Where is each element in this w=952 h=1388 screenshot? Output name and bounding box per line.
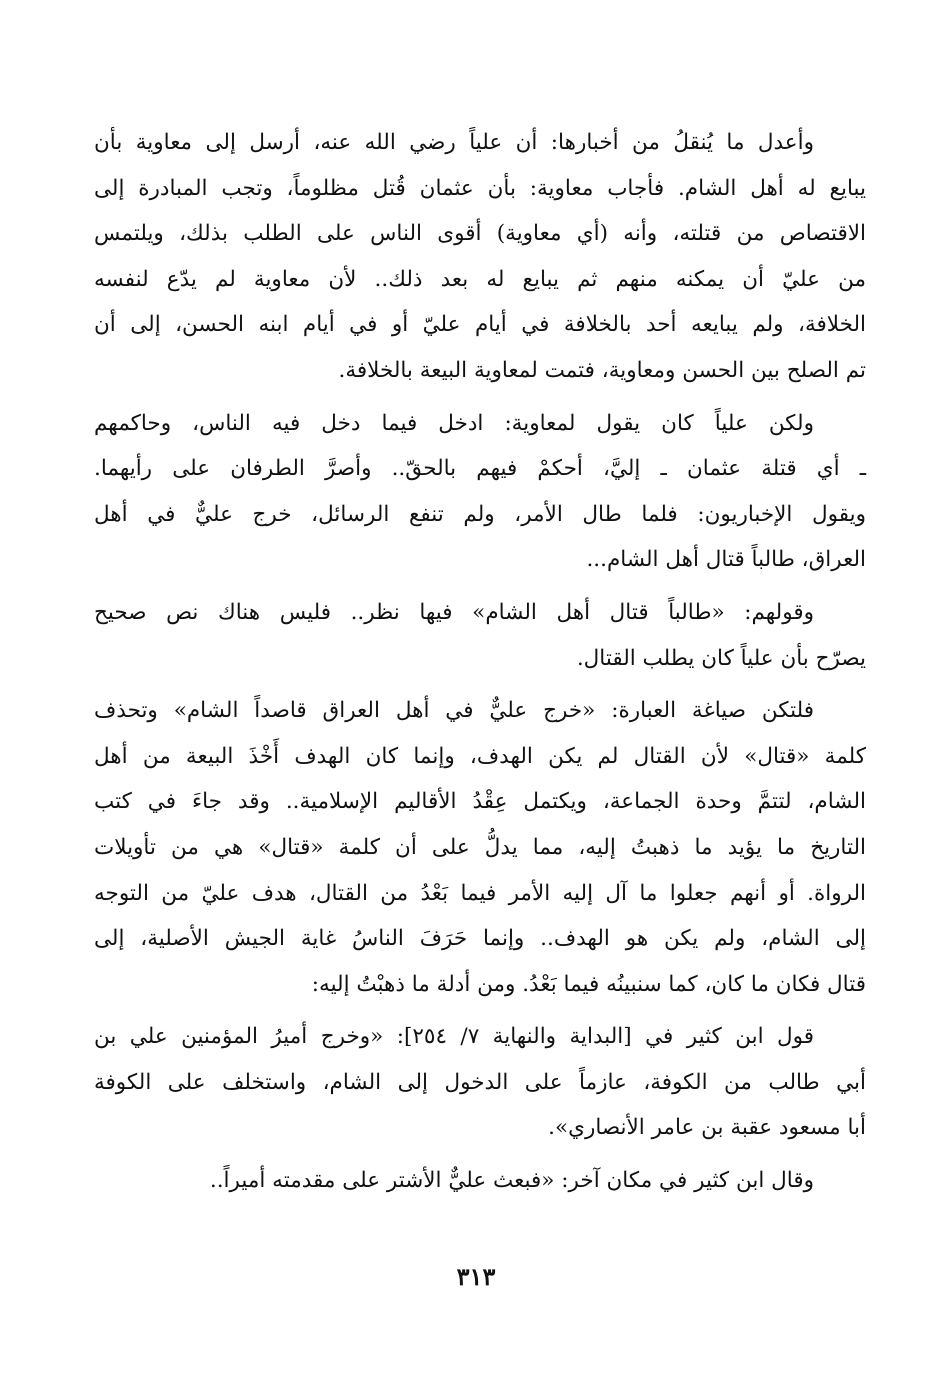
text-line: الرواة. أو أنهم جعلوا ما آل إليه الأمر فيما بَعْدُ من القتال، هدف عليّ من التوجه <box>94 880 866 906</box>
text-line: ـ أي قتلة عثمان ـ إليَّ، أحكمْ فيهم بالحقّ.. وأصرَّ الطرفان على رأيهما. <box>94 456 866 482</box>
paragraph-4 <box>94 688 866 1007</box>
text-line: إلى الشام، ولم يكن هو الهدف.. وإنما حَرَفَ الناسُ غاية الجيش الأصلية، إلى <box>94 926 866 952</box>
text-line: التاريخ ما يؤيد ما ذهبتُ إليه، مما يدلُّ على أن كلمة «قتال» هي من تأويلات <box>94 834 866 860</box>
text-line: ولكن علياً كان يقول لمعاوية: ادخل فيما دخل فيه الناس، وحاكمهم <box>94 410 814 436</box>
text-line: فلتكن صياغة العبارة: «خرج عليٌّ في أهل العراق قاصداً الشام» وتحذف <box>94 698 814 724</box>
text-line: الاقتصاص من قتلته، وأنه (أي معاوية) أقوى الناس على الطلب بذلك، ويلتمس <box>94 221 866 247</box>
paragraph-3 <box>94 590 866 681</box>
paragraph-2 <box>94 401 866 583</box>
text-line: من عليّ أن يمكنه منهم ثم يبايع له بعد ذلك.. لأن معاوية لم يدّع لنفسه <box>94 266 866 292</box>
text-line: أبي طالب من الكوفة، عازماً على الدخول إلى الشام، واستخلف على الكوفة <box>94 1069 866 1095</box>
text-line: الخلافة، ولم يبايعه أحد بالخلافة في أيام عليّ أو في أيام ابنه الحسن، إلى أن <box>94 312 866 338</box>
text-line: وقال ابن كثير في مكان آخر: «فبعث عليٌّ الأشتر على مقدمته أميراً.. <box>209 1168 814 1194</box>
paragraph-5 <box>94 1014 866 1151</box>
text-line: تم الصلح بين الحسن ومعاوية، فتمت لمعاوية البيعة بالخلافة. <box>338 357 866 383</box>
text-line: العراق، طالباً قتال أهل الشام... <box>586 547 866 573</box>
paragraph-6 <box>94 1158 866 1204</box>
text-line: ويقول الإخباريون: فلما طال الأمر، ولم تنفع الرسائل، خرج عليٌّ في أهل <box>94 501 866 527</box>
text-line: أبا مسعود عقبة بن عامر الأنصاري». <box>548 1115 866 1141</box>
text-line: يصرّح بأن علياً كان يطلب القتال. <box>576 645 866 671</box>
page-number: ٣١٣ <box>456 1262 496 1291</box>
text-line: كلمة «قتال» لأن القتال لم يكن الهدف، وإنما كان الهدف أَخْذَ البيعة من أهل <box>94 743 866 769</box>
text-line: وأعدل ما يُنقلُ من أخبارها: أن علياً رضي الله عنه، أرسل إلى معاوية بأن <box>94 130 814 155</box>
text-line: الشام، لتتمَّ وحدة الجماعة، ويكتمل عِقْدُ الأقاليم الإسلامية.. وقد جاءَ في كتب <box>94 789 866 815</box>
text-line: قول ابن كثير في [البداية والنهاية ٧/ ٢٥٤]: «وخرج أميرُ المؤمنين علي بن <box>94 1024 814 1050</box>
text-line: وقولهم: «طالباً قتال أهل الشام» فيها نظر.. فليس هناك نص صحيح <box>94 599 814 625</box>
paragraph-1 <box>94 120 866 394</box>
text-line: قتال فكان ما كان، كما سنبينُه فيما بَعْدُ. ومن أدلة ما ذهبْتُ إليه: <box>311 971 866 997</box>
text-line: يبايع له أهل الشام. فأجاب معاوية: بأن عثمان قُتل مظلوماً، وتجب المبادرة إلى <box>94 175 866 201</box>
body-text <box>94 120 866 1204</box>
